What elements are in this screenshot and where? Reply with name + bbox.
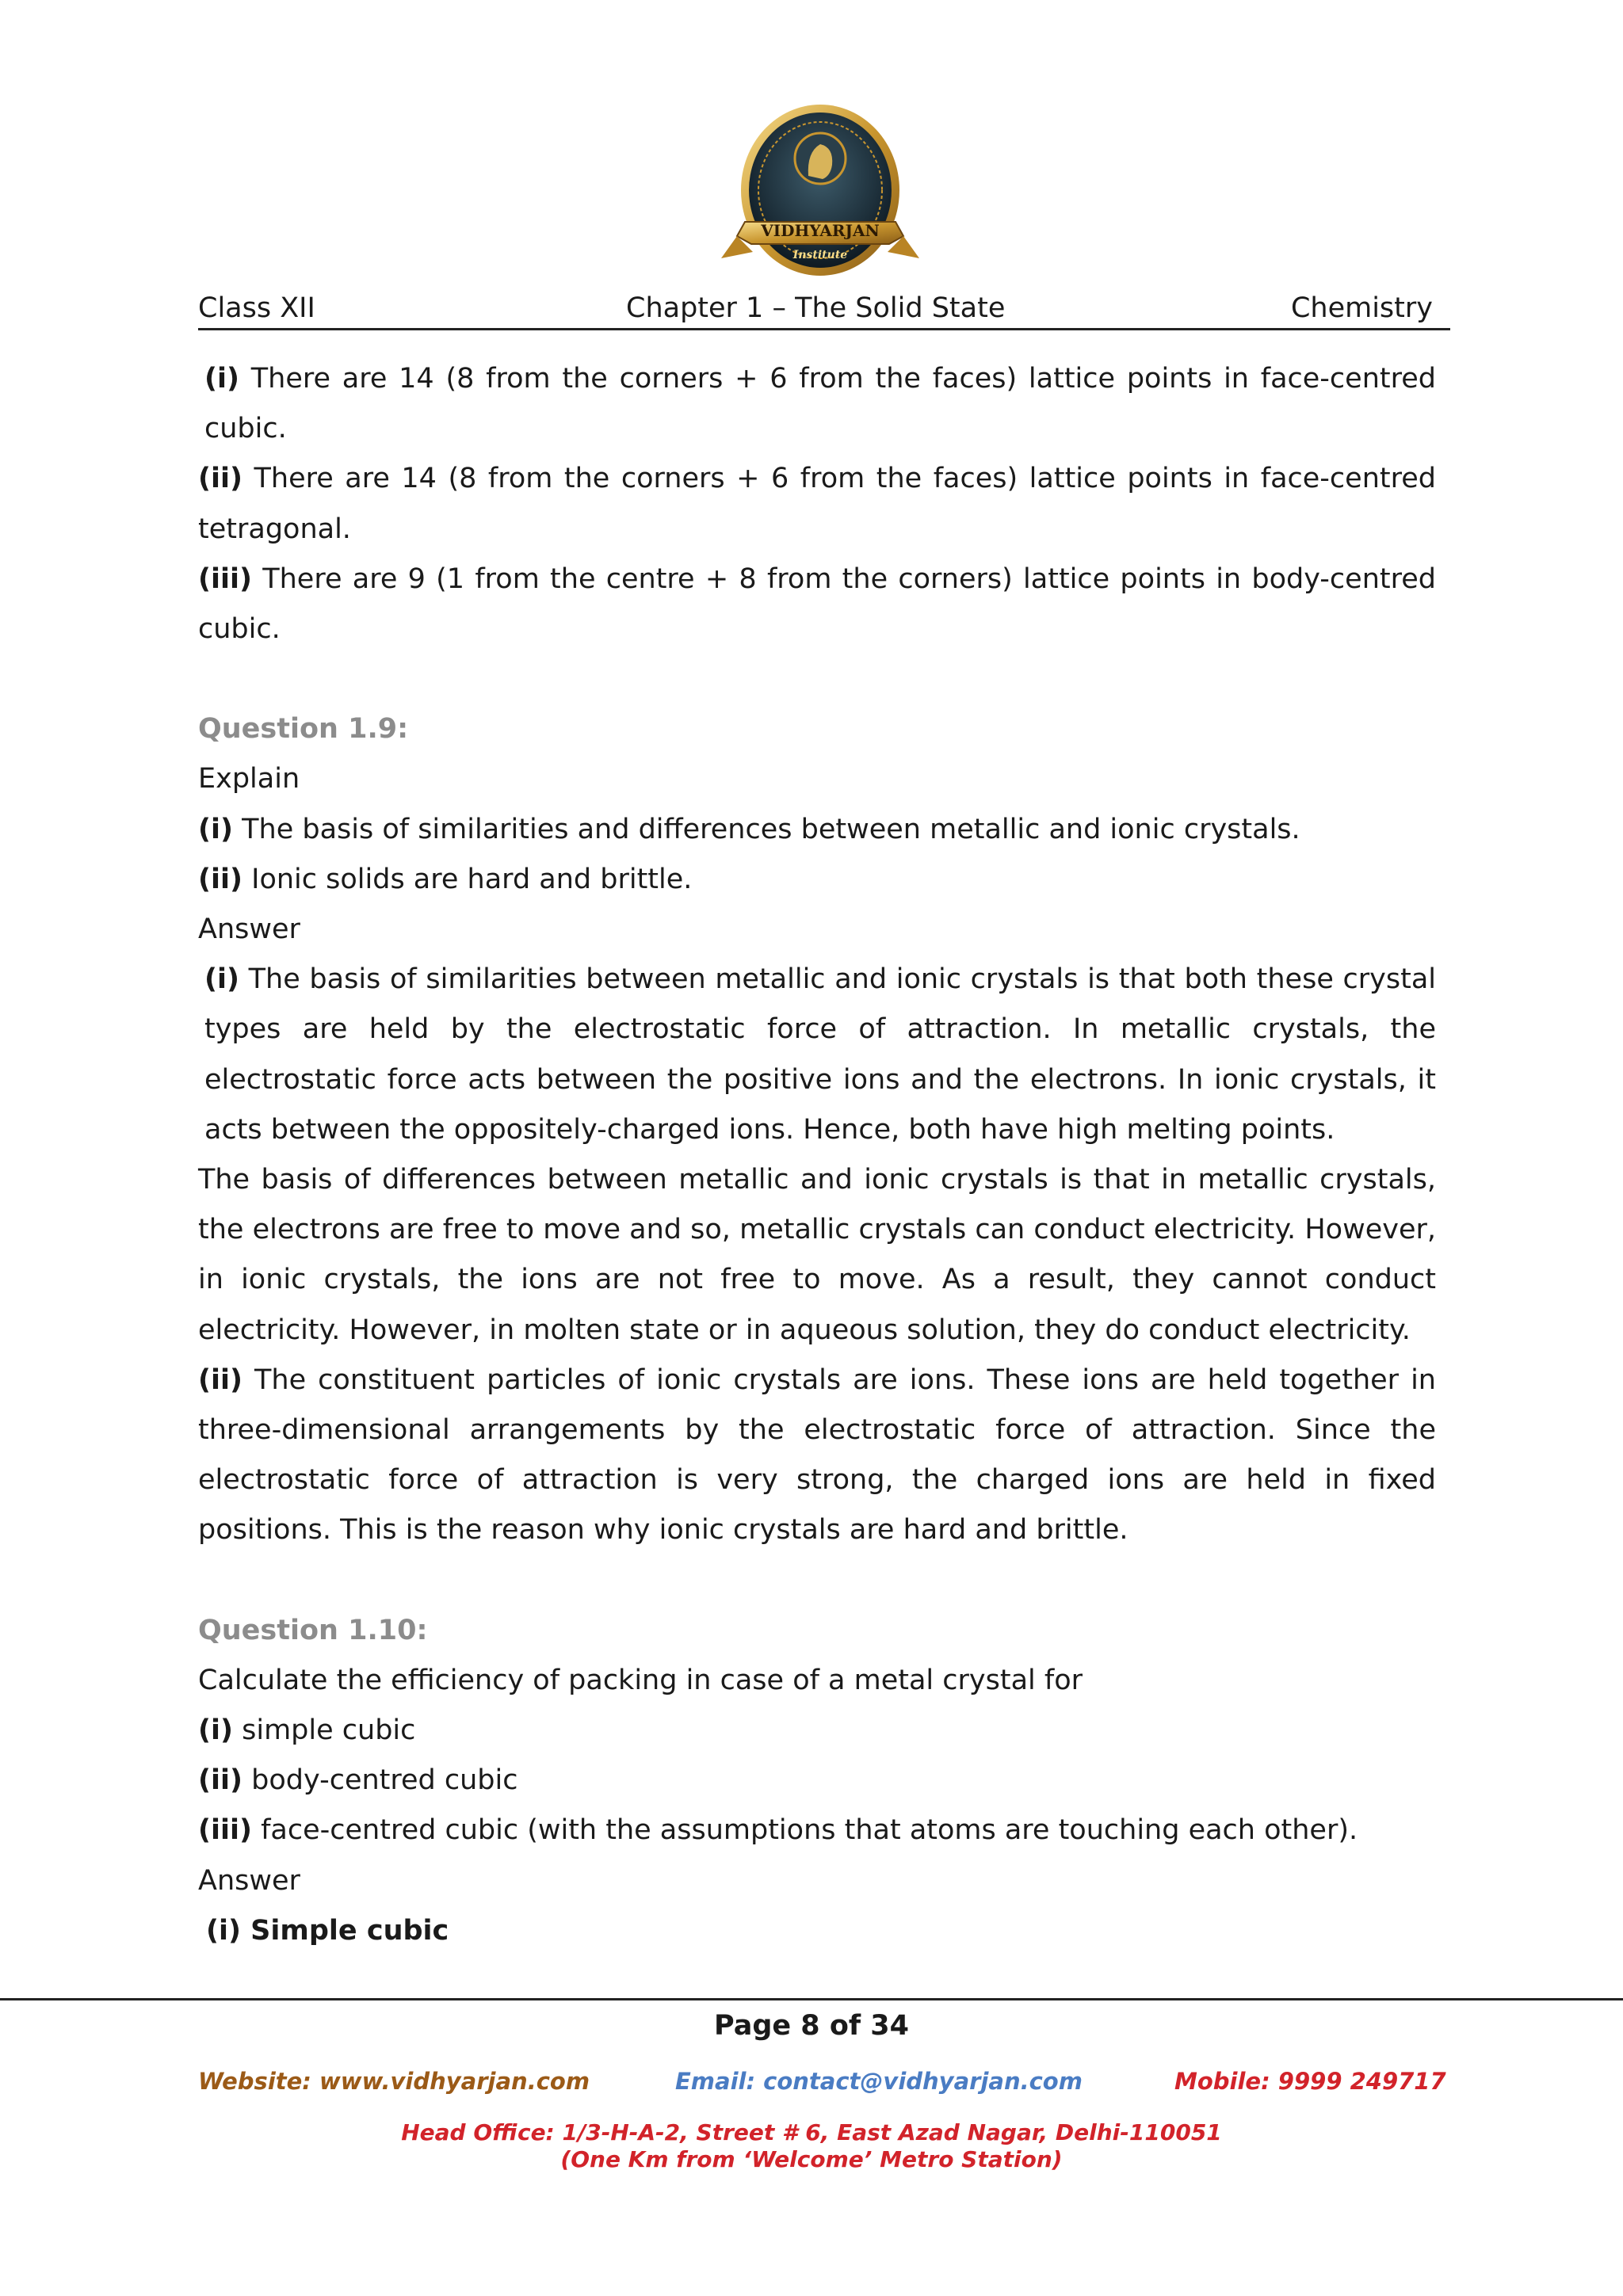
- page-number: Page 8 of 34: [713, 2010, 909, 2042]
- question-1-10-part-ii: (ii) body-centred cubic: [198, 1764, 518, 1797]
- question-1-10-part-iii: (iii) face-centred cubic (with the assumptions that atoms are touching each other).: [198, 1814, 1358, 1847]
- header-chapter: Chapter 1 – The Solid State: [626, 292, 1006, 324]
- header-subject: Chemistry: [1290, 292, 1433, 324]
- question-1-10-answer-subheading: (i) Simple cubic: [206, 1914, 449, 1947]
- footer-website-link[interactable]: Website: www.vidhyarjan.com: [198, 2068, 590, 2095]
- prev-answer-ii: (ii) There are 14 (8 from the corners + 6 from the faces) lattice points in face-centred tetragonal.: [198, 463, 1436, 545]
- question-1-10-heading: Question 1.10:: [198, 1614, 428, 1646]
- footer-head-office: [0, 2119, 1623, 2173]
- question-1-9-part-ii: (ii) Ionic solids are hard and brittle.: [198, 863, 693, 895]
- question-1-10-part-i: (i) simple cubic: [198, 1714, 416, 1747]
- question-1-10-intro: Calculate the efficiency of packing in case of a metal crystal for: [198, 1664, 1083, 1696]
- page-content: [198, 354, 1436, 1956]
- office-address: Head Office: 1/3-H-A-2, Street # 6, East Azad Nagar, Delhi-110051: [401, 2119, 1222, 2145]
- header-class: Class XII: [198, 292, 315, 324]
- question-1-9-answer-label: Answer: [198, 913, 300, 946]
- question-1-10-answer-label: Answer: [198, 1864, 300, 1897]
- footer-email-link[interactable]: Email: contact@vidhyarjan.com: [675, 2068, 1083, 2095]
- question-1-9-answer-ii: (ii) The constituent particles of ionic crystals are ions. These ions are held together in three-dimensional arrangements by the electrostatic force of attraction. Since the electrostatic force of attraction is very strong, the charged ions are held in fixed positions. This is the reason why ionic crystals are hard and brittle.: [198, 1363, 1436, 1547]
- question-1-9-part-i: (i) The basis of similarities and differences between metallic and ionic crystals.: [198, 813, 1300, 845]
- logo-text-sub: Institute: [792, 249, 848, 261]
- question-1-9-answer-i-cont: The basis of differences between metallic and ionic crystals is that in metallic crystals, the electrons are free to move and so, metallic crystals can conduct electricity. However, in ionic crystals, the ions are not free to move. As a result, they cannot conduct electricity. However, in molten state or in aqueous solution, they do conduct electricity.: [198, 1164, 1436, 1346]
- question-1-9-heading: Question 1.9:: [198, 713, 409, 746]
- question-1-9-answer-i: (i) The basis of similarities between metallic and ionic crystals is that both these crystal types are held by the electrostatic force of attraction. In metallic crystals, the electrostatic force acts between the positive ions and the electrons. In ionic crystals, it acts between the oppositely-charged ions. Hence, both have high melting points.: [204, 963, 1436, 1146]
- page-header: [198, 288, 1450, 330]
- logo-text-main: VIDHYARJAN: [761, 221, 880, 240]
- institute-emblem-icon: [713, 103, 927, 289]
- prev-answer-i: (i) There are 14 (8 from the corners + 6 from the faces) lattice points in face-centred cubic.: [204, 363, 1436, 445]
- footer-mobile: Mobile: 9999 249717: [1174, 2068, 1446, 2095]
- office-landmark: (One Km from ‘Welcome’ Metro Station): [560, 2146, 1063, 2172]
- footer-divider: [0, 1998, 1623, 2000]
- question-1-9-intro: Explain: [198, 763, 300, 795]
- prev-answer-iii: (iii) There are 9 (1 from the centre + 8 from the corners) lattice points in body-centred cubic.: [198, 563, 1436, 646]
- institute-logo: [713, 103, 927, 289]
